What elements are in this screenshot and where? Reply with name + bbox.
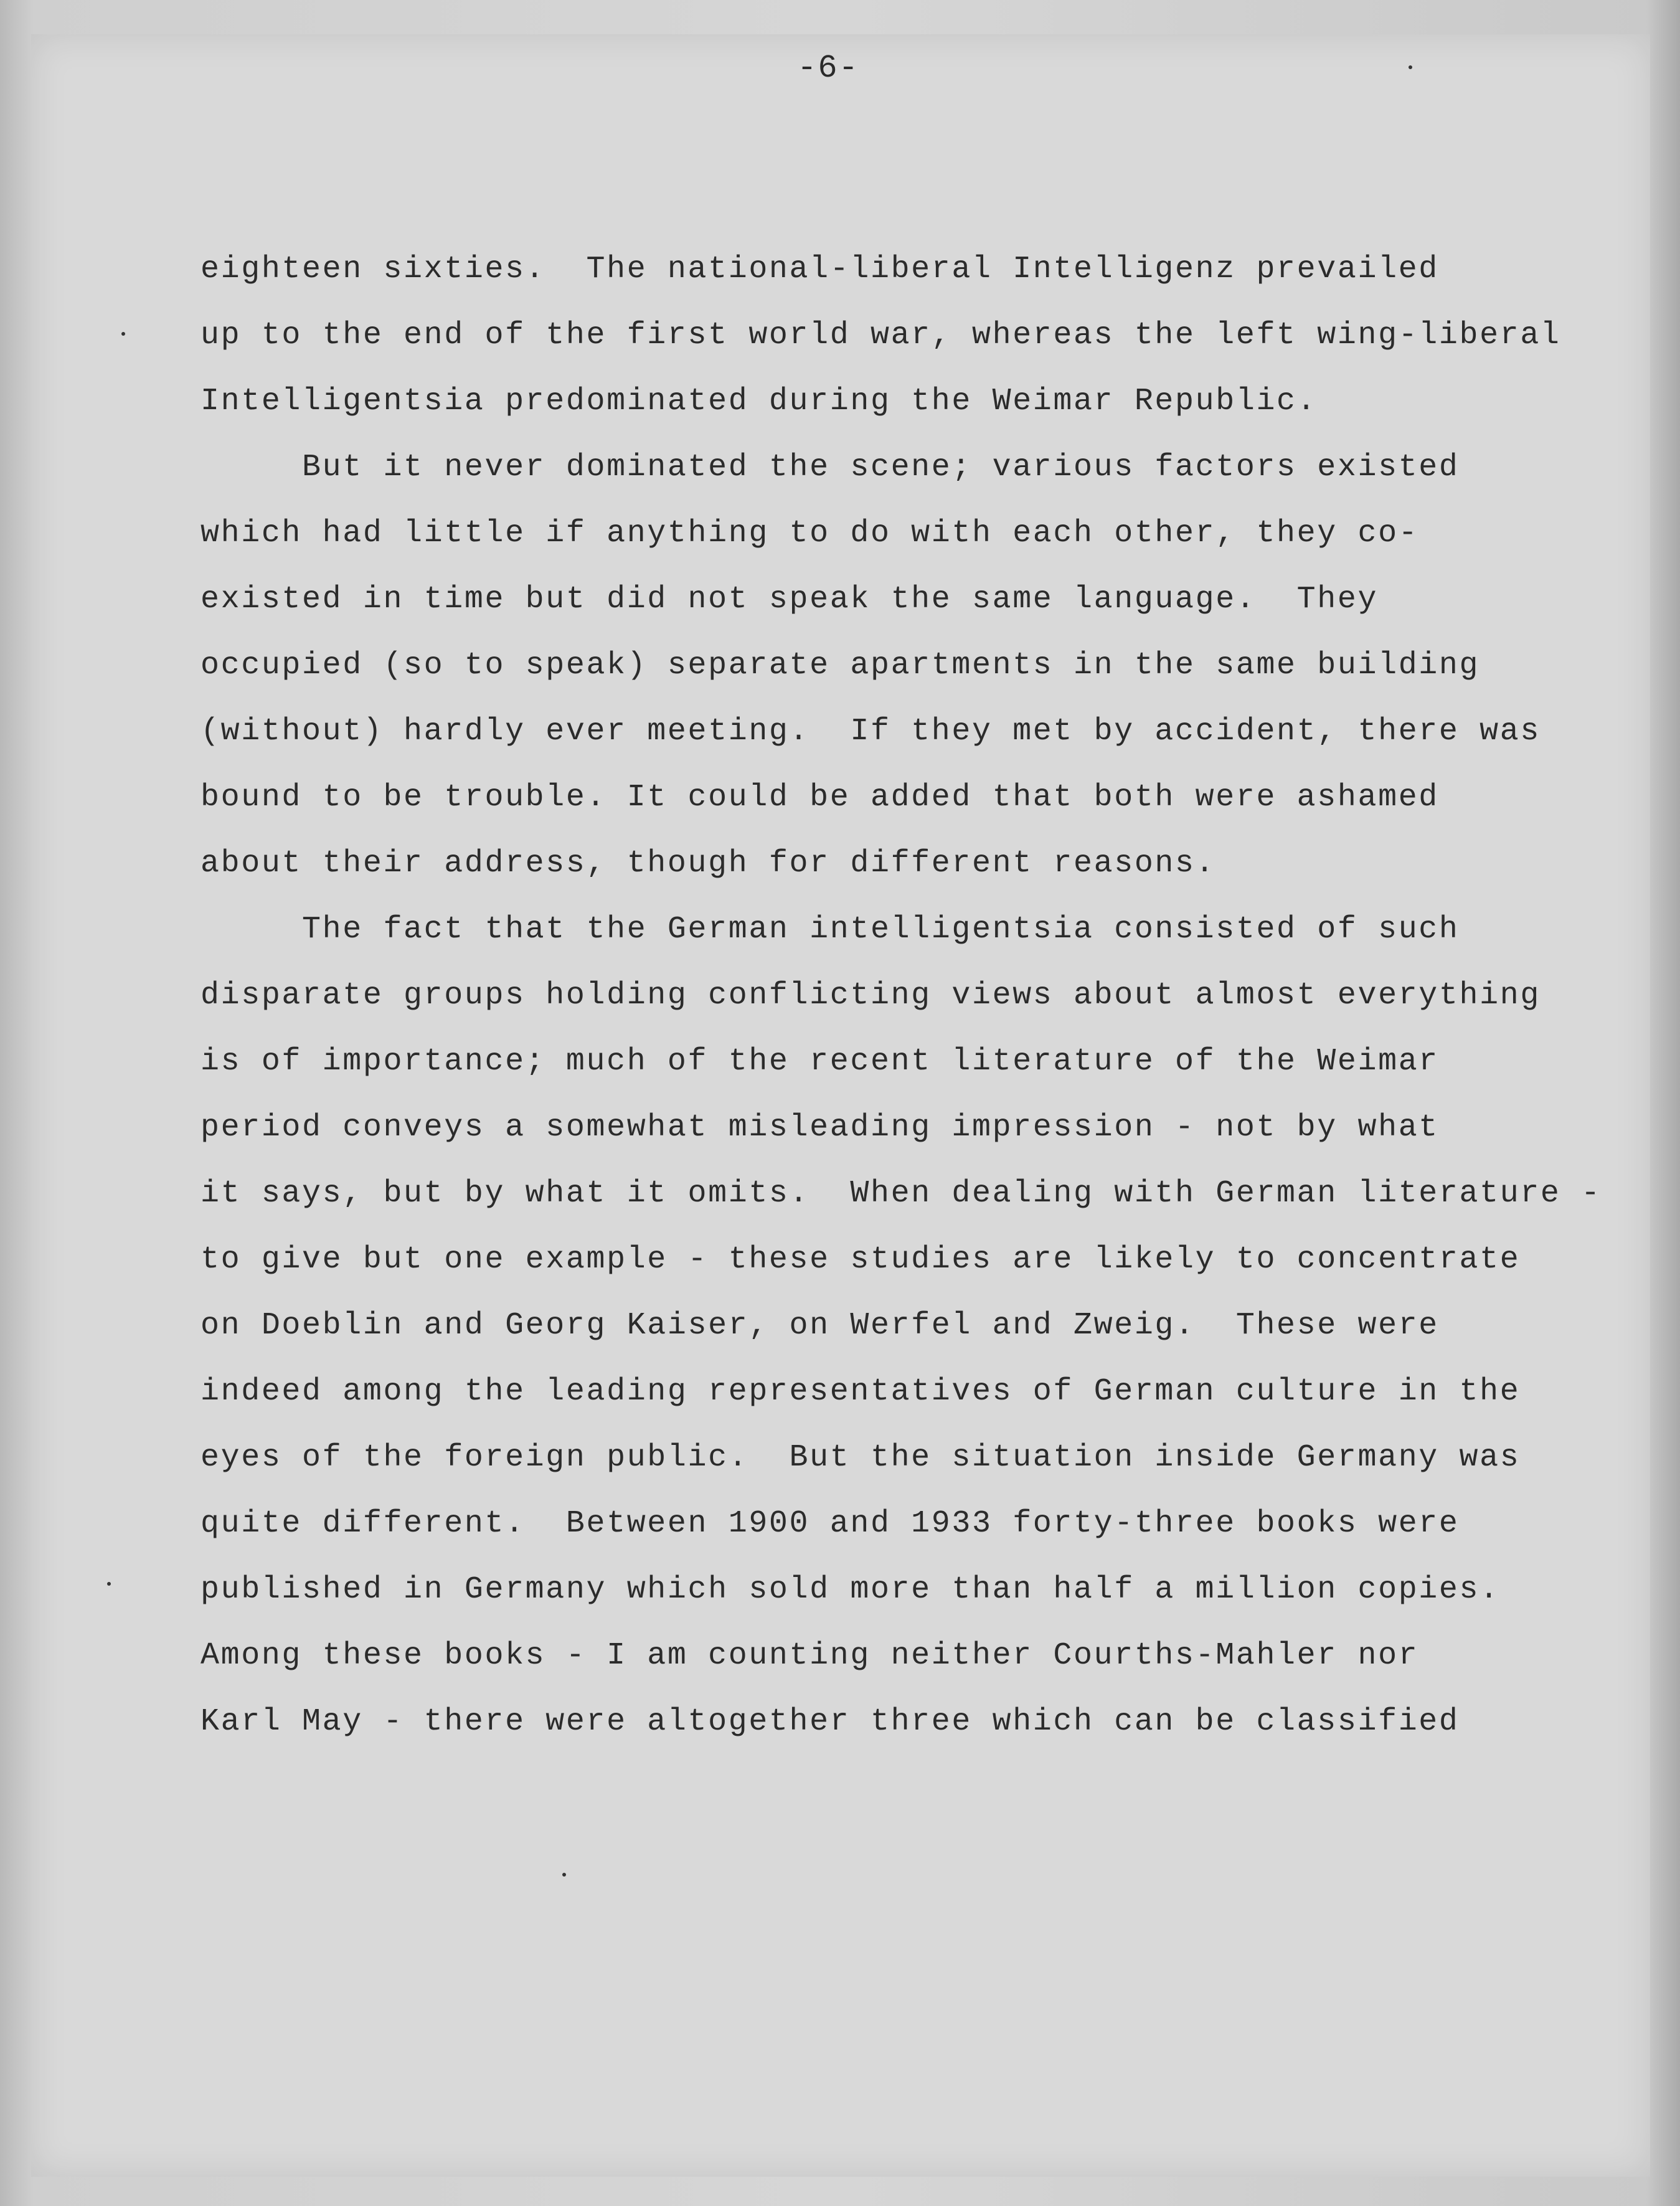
text-line: to give but one example - these studies are likely to concentrate [201, 1242, 1521, 1277]
text-line: bound to be trouble. It could be added that both were ashamed [201, 780, 1439, 815]
text-line: But it never dominated the scene; various factors existed [201, 450, 1460, 485]
text-line: The fact that the German intelligentsia consisted of such [201, 912, 1460, 947]
paper-speck [107, 1582, 111, 1586]
text-line: (without) hardly ever meeting. If they met by accident, there was [201, 714, 1541, 749]
text-line: occupied (so to speak) separate apartments in the same building [201, 648, 1480, 683]
text-line: eyes of the foreign public. But the situation inside Germany was [201, 1440, 1521, 1475]
paper-speck [562, 1873, 566, 1877]
text-line: indeed among the leading representatives of German culture in the [201, 1374, 1521, 1409]
text-line: existed in time but did not speak the same language. They [201, 582, 1379, 617]
text-line: on Doeblin and Georg Kaiser, on Werfel and Zweig. These were [201, 1308, 1439, 1343]
text-line: Karl May - there were altogether three which can be classified [201, 1704, 1460, 1740]
body-text [201, 237, 1602, 1755]
text-line: Among these books - I am counting neither Courths-Mahler nor [201, 1638, 1419, 1673]
page-number: -6- [797, 50, 859, 87]
paper-speck [121, 332, 125, 336]
text-line: disparate groups holding conflicting views about almost everything [201, 978, 1541, 1013]
text-line: it says, but by what it omits. When dealing with German literature - [201, 1176, 1602, 1211]
text-line: about their address, though for different reasons. [201, 846, 1216, 881]
text-line: which had little if anything to do with each other, they co- [201, 516, 1419, 551]
text-line: quite different. Between 1900 and 1933 forty-three books were [201, 1506, 1460, 1541]
text-line: up to the end of the first world war, whereas the left wing-liberal [201, 318, 1561, 353]
text-line: eighteen sixties. The national-liberal Intelligenz prevailed [201, 252, 1439, 287]
text-line: published in Germany which sold more than half a million copies. [201, 1572, 1500, 1607]
paper-speck [1409, 65, 1412, 69]
text-line: period conveys a somewhat misleading impression - not by what [201, 1110, 1439, 1145]
text-line: Intelligentsia predominated during the Weimar Republic. [201, 384, 1318, 419]
text-line: is of importance; much of the recent literature of the Weimar [201, 1044, 1439, 1079]
